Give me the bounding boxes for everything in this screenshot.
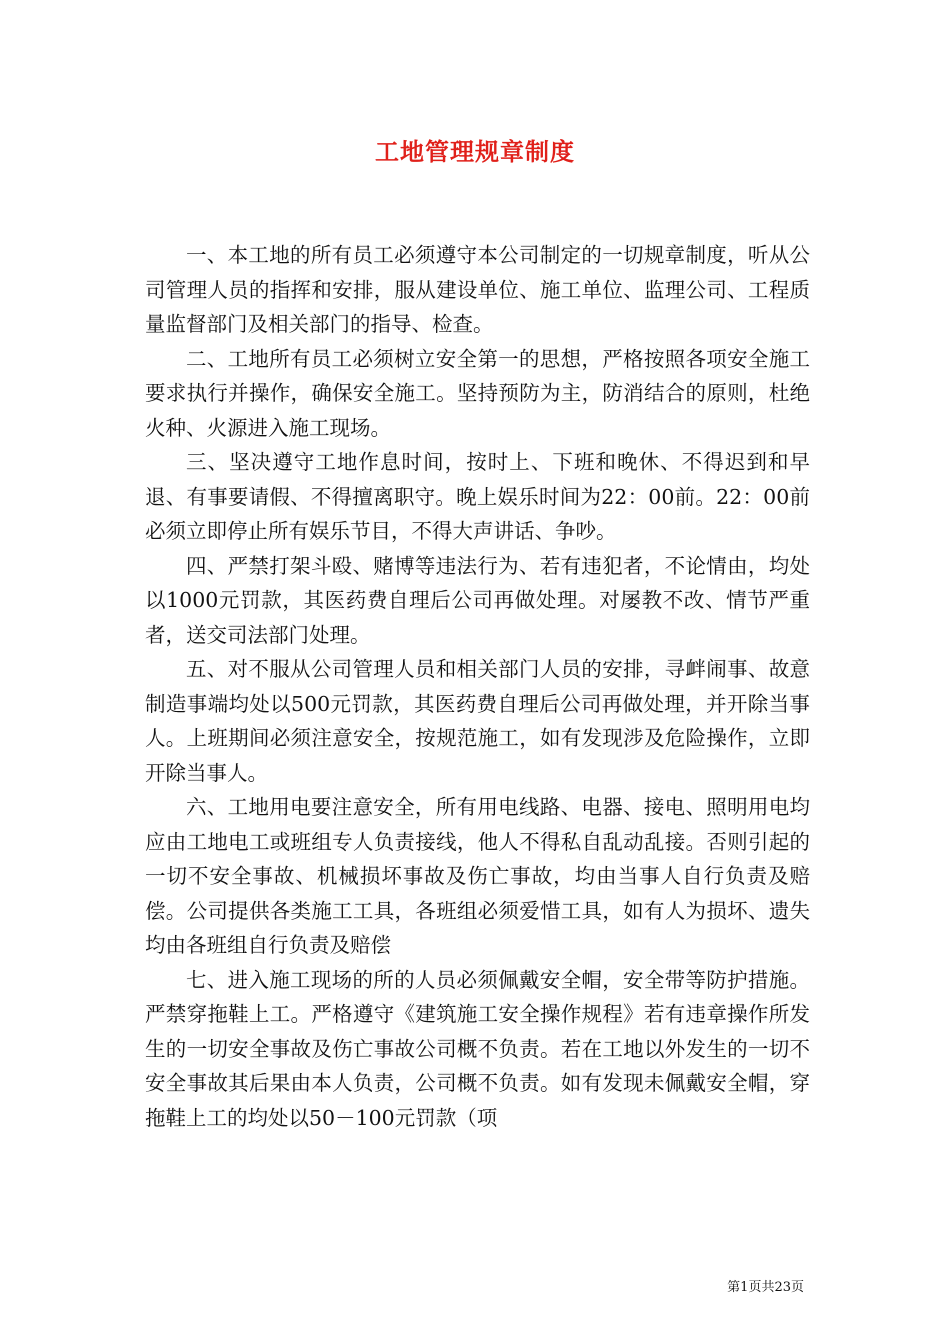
paragraph-4: 四、严禁打架斗殴、赌博等违法行为、若有违犯者，不论情由，均处以1000元罚款，其医药费自理后公司再做处理。对屡教不改、情节严重者，送交司法部门处理。 [145,553,810,647]
paragraph-1: 一、本工地的所有员工必须遵守本公司制定的一切规章制度，听从公司管理人员的指挥和安排，服从建设单位、施工单位、监理公司、工程质量监督部门及相关部门的指导、检查。 [145,243,810,336]
paragraph-5: 五、对不服从公司管理人员和相关部门人员的安排，寻衅闹事、故意制造事端均处以500元罚款，其医药费自理后公司再做处理，并开除当事人。上班期间必须注意安全，按规范施工，如有发现涉及危险操作，立即开除当事人。 [145,657,810,785]
document-title: 工地管理规章制度 [375,137,575,166]
paragraph-2: 二、工地所有员工必须树立安全第一的思想，严格按照各项安全施工要求执行并操作，确保安全施工。坚持预防为主，防消结合的原则，杜绝火种、火源进入施工现场。 [145,346,810,440]
paragraph-3: 三、坚决遵守工地作息时间，按时上、下班和晚休、不得迟到和早退、有事要请假、不得擅离职守。晚上娱乐时间为22：00前。22：00前必须立即停止所有娱乐节目，不得大声讲话、争吵。 [145,450,810,543]
document-body [145,238,810,1135]
paragraph-6: 六、工地用电要注意安全，所有用电线路、电器、接电、照明用电均应由工地电工或班组专人负责接线，他人不得私自乱动乱接。否则引起的一切不安全事故、机械损坏事故及伤亡事故，均由当事人自行负责及赔偿。公司提供各类施工工具，各班组必须爱惜工具，如有人为损坏、遗失均由各班组自行负责及赔偿 [145,795,810,957]
paragraph-7: 七、进入施工现场的所的人员必须佩戴安全帽，安全带等防护措施。严禁穿拖鞋上工。严格遵守《建筑施工安全操作规程》若有违章操作所发生的一切安全事故及伤亡事故公司概不负责。若在工地以外发生的一切不安全事故其后果由本人负责，公司概不负责。如有发现未佩戴安全帽，穿拖鞋上工的均处以50－100元罚款（项 [145,967,810,1130]
page-number: 第1页共23页 [727,1280,804,1295]
